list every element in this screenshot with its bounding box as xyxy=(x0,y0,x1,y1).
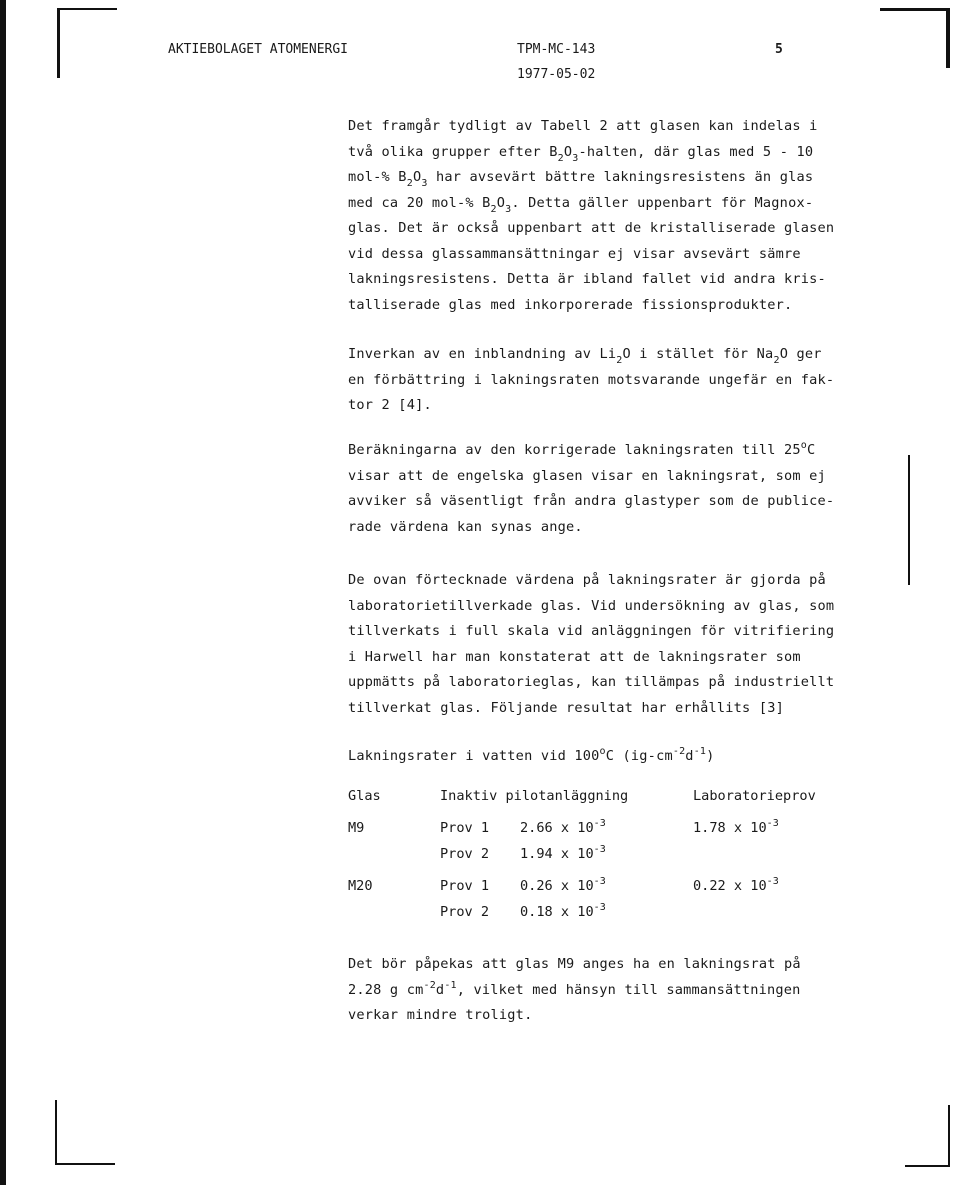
text-line: i Harwell har man konstaterat att de lakningsrater som xyxy=(348,648,801,665)
frame-corner-bl-horizontal xyxy=(55,1163,115,1165)
text-line: tor 2 [4]. xyxy=(348,397,432,413)
table-cell-lab: 1.78 x $10^{-3}$ xyxy=(693,818,779,836)
frame-corner-tl-vertical xyxy=(57,8,60,78)
text-line: en förbättring i lakningsraten motsvarande ungefär en fak- xyxy=(348,371,835,388)
text-line: talliserade glas med inkorporerade fissionsprodukter. xyxy=(348,296,793,313)
left-edge-bar xyxy=(0,0,6,1185)
text-line: tillverkats i full skala vid anläggningen för vitrifiering xyxy=(348,623,835,639)
table-cell-pilot: 0.18 x $10^{-3}$ xyxy=(520,902,606,920)
table-cell-prov: Prov 1 xyxy=(440,878,490,894)
table-cell-glas: M20 xyxy=(348,878,373,894)
table-cell-glas: M9 xyxy=(348,820,365,836)
text-line: glas. Det är också uppenbart att de kristalliserade glasen xyxy=(348,220,835,236)
text-line: visar att de engelska glasen visar en lakningsrat, som ej xyxy=(348,467,826,484)
text-line: laboratorietillverkade glas. Vid undersökning av glas, som xyxy=(348,597,835,614)
table-cell-pilot: 0.26 x $10^{-3}$ xyxy=(520,876,606,894)
table-cell-prov: Prov 2 xyxy=(440,846,490,862)
text-line: tillverkat glas. Följande resultat har erhållits [3] xyxy=(348,699,784,716)
text-line: vid dessa glassammansättningar ej visar avsevärt sämre xyxy=(348,245,801,262)
margin-rule-right xyxy=(908,455,910,585)
text-line: 2.28 g $cm^{-2}d^{-1}$, vilket med hänsyn till sammansättningen xyxy=(348,979,801,998)
text-line: Det bör påpekas att glas M9 anges ha en lakningsrat på xyxy=(348,956,801,972)
frame-corner-bl-vertical xyxy=(55,1100,57,1165)
text-line: avviker så väsentligt från andra glastyper som de publice- xyxy=(348,493,835,509)
text-line: Beräkningarna av den korrigerade lakningsraten till 25$^o$C xyxy=(348,440,816,458)
frame-corner-br-vertical xyxy=(948,1105,950,1167)
table-cell-prov: Prov 1 xyxy=(440,820,490,836)
table-cell-pilot: 1.94 x $10^{-3}$ xyxy=(520,844,606,862)
text-line: Det framgår tydligt av Tabell 2 att glasen kan indelas i xyxy=(348,118,818,134)
text-line: med ca 20 mol-% $B_2O_3$. Detta gäller uppenbart för Magnox- xyxy=(348,194,814,215)
table-caption: Lakningsrater i vatten vid 100$^o$C $(ig-cm^{-2}d^{-1})$ xyxy=(348,746,715,764)
frame-corner-tr-vertical xyxy=(946,8,950,68)
table-header-pilot: Inaktiv pilotanläggning xyxy=(440,788,629,804)
table-cell-prov: Prov 2 xyxy=(440,904,490,920)
frame-corner-tr-horizontal xyxy=(880,8,950,11)
text-line: rade värdena kan synas ange. xyxy=(348,518,583,535)
table-header-glas: Glas xyxy=(348,788,381,804)
report-date: 1977-05-02 xyxy=(517,67,596,82)
org-name: AKTIEBOLAGET ATOMENERGI xyxy=(168,42,349,57)
text-line: uppmätts på laboratorieglas, kan tillämpas på industriellt xyxy=(348,674,835,690)
text-line: verkar mindre troligt. xyxy=(348,1007,533,1023)
table-cell-pilot: 2.66 x $10^{-3}$ xyxy=(520,818,606,836)
table-header-lab: Laboratorieprov xyxy=(693,788,816,804)
text-line: lakningsresistens. Detta är ibland fallet vid andra kris- xyxy=(348,271,826,287)
page-number: 5 xyxy=(775,42,783,57)
text-line: mol-% $B_2O_3$ har avsevärt bättre lakningsresistens än glas xyxy=(348,169,814,189)
report-id: TPM-MC-143 xyxy=(517,42,596,57)
text-line: De ovan förtecknade värdena på lakningsrater är gjorda på xyxy=(348,572,826,588)
text-line: två olika grupper efter $B_2O_3$-halten, där glas med 5 - 10 xyxy=(348,143,814,164)
table-cell-lab: 0.22 x $10^{-3}$ xyxy=(693,876,779,894)
frame-corner-br-horizontal xyxy=(905,1165,950,1167)
frame-corner-tl-horizontal xyxy=(57,8,117,10)
text-line: Inverkan av en inblandning av $Li_2O$ i stället för $Na_2O$ ger xyxy=(348,346,822,366)
